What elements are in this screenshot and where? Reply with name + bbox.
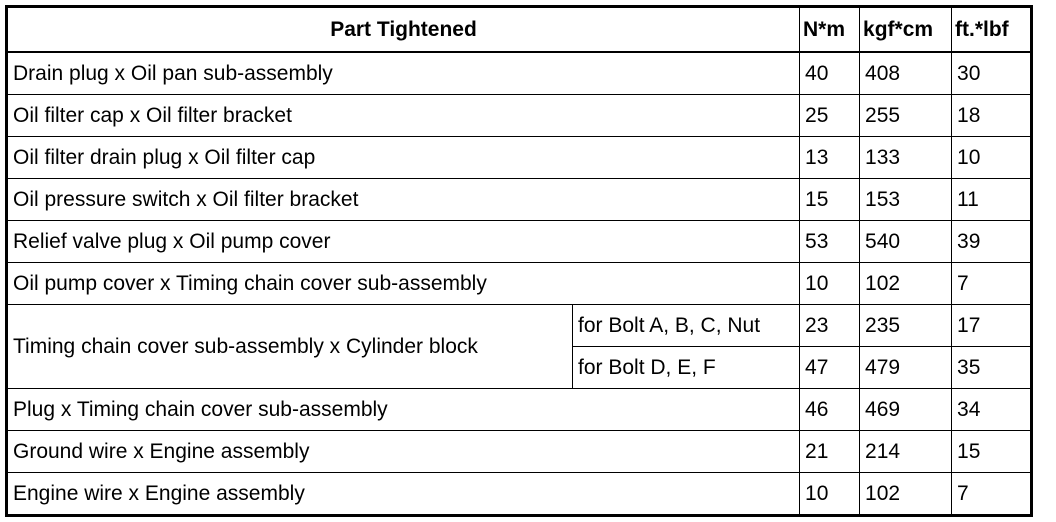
sub-condition-cell: for Bolt D, E, F [573,347,800,389]
ft-cell: 15 [952,431,1032,473]
part-cell: Oil filter drain plug x Oil filter cap [7,137,800,179]
torque-specification-table [5,5,1033,517]
header-nm: N*m [800,7,860,53]
table-row [7,137,1032,179]
ft-cell: 35 [952,347,1032,389]
part-cell: Ground wire x Engine assembly [7,431,800,473]
part-cell: Oil pressure switch x Oil filter bracket [7,179,800,221]
ft-cell: 10 [952,137,1032,179]
table-row [7,95,1032,137]
nm-cell: 40 [800,52,860,95]
kgf-cell: 469 [860,389,952,431]
table-row [7,179,1032,221]
table-row-split-first [7,305,1032,347]
table-row [7,431,1032,473]
kgf-cell: 479 [860,347,952,389]
ft-cell: 7 [952,263,1032,305]
nm-cell: 53 [800,221,860,263]
kgf-cell: 235 [860,305,952,347]
kgf-cell: 255 [860,95,952,137]
kgf-cell: 408 [860,52,952,95]
part-cell: Engine wire x Engine assembly [7,473,800,516]
nm-cell: 10 [800,263,860,305]
table-row [7,52,1032,95]
part-cell-merged: Timing chain cover sub-assembly x Cylinder block [7,305,573,389]
table-row [7,263,1032,305]
nm-cell: 13 [800,137,860,179]
header-kgf-cm: kgf*cm [860,7,952,53]
kgf-cell: 214 [860,431,952,473]
kgf-cell: 133 [860,137,952,179]
ft-cell: 18 [952,95,1032,137]
nm-cell: 47 [800,347,860,389]
nm-cell: 15 [800,179,860,221]
part-cell: Relief valve plug x Oil pump cover [7,221,800,263]
ft-cell: 34 [952,389,1032,431]
ft-cell: 7 [952,473,1032,516]
nm-cell: 23 [800,305,860,347]
ft-cell: 17 [952,305,1032,347]
ft-cell: 11 [952,179,1032,221]
part-cell: Drain plug x Oil pan sub-assembly [7,52,800,95]
part-cell: Oil pump cover x Timing chain cover sub-assembly [7,263,800,305]
part-cell: Plug x Timing chain cover sub-assembly [7,389,800,431]
nm-cell: 21 [800,431,860,473]
nm-cell: 10 [800,473,860,516]
header-part-tightened: Part Tightened [7,7,800,53]
kgf-cell: 540 [860,221,952,263]
part-cell: Oil filter cap x Oil filter bracket [7,95,800,137]
nm-cell: 46 [800,389,860,431]
kgf-cell: 153 [860,179,952,221]
sub-condition-cell: for Bolt A, B, C, Nut [573,305,800,347]
kgf-cell: 102 [860,263,952,305]
kgf-cell: 102 [860,473,952,516]
ft-cell: 30 [952,52,1032,95]
ft-cell: 39 [952,221,1032,263]
table-row [7,473,1032,516]
table-row [7,389,1032,431]
nm-cell: 25 [800,95,860,137]
header-row [7,7,1032,53]
table-row [7,221,1032,263]
header-ft-lbf: ft.*lbf [952,7,1032,53]
